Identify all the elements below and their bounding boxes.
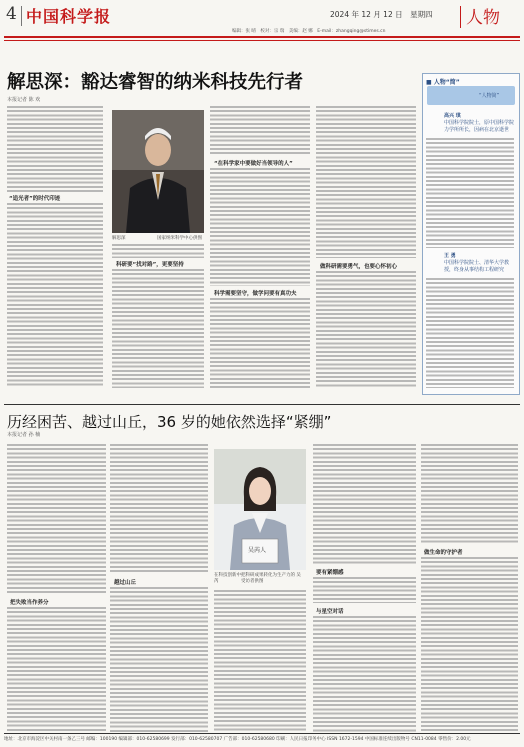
article2-subhead: 把失败当作养分 — [10, 600, 49, 606]
editor-contact-line: 编辑：张 晴 校对：宗 瑞 美编：赵 娜 E-mail：zhangqing@stimes.cn — [232, 29, 386, 34]
article1-text-block — [7, 106, 103, 192]
page-number: 4 — [6, 4, 17, 24]
article1-text-block — [210, 298, 310, 388]
header-rule-thin — [4, 40, 520, 41]
article2-headline: 历经困苦、越过山丘，36 岁的她依然选择“紧绷” — [7, 413, 332, 431]
article2-text-block — [313, 616, 416, 732]
article2-text-block — [313, 444, 416, 564]
sidebar-entry-name: 王 勇 — [444, 253, 456, 259]
article-divider — [4, 404, 520, 405]
masthead-divider — [21, 6, 22, 26]
article1-subhead: “在科学家中要做好当领导的人” — [214, 161, 293, 167]
article1-text-block — [210, 168, 310, 286]
article2-text-block — [421, 557, 518, 732]
portrait-photo-xie-sishen — [112, 110, 204, 233]
portrait-photo-woman — [214, 449, 306, 570]
article2-text-block — [7, 444, 106, 594]
article1-text-block — [112, 269, 204, 388]
article2-text-block — [110, 587, 208, 732]
sidebar-banner — [427, 86, 515, 105]
sidebar-entry-name: 高兴 琪 — [444, 113, 461, 119]
newspaper-name: 中国科学报 — [26, 7, 112, 26]
article1-subhead: “追光者”的时代印迹 — [9, 196, 61, 202]
article1-subhead: 科研要“找对路”，更要坚持 — [116, 262, 184, 268]
article2-subhead: 要有紧绷感 — [316, 570, 344, 576]
article1-text-block — [7, 203, 103, 388]
article2-subhead: 越过山丘 — [114, 580, 137, 586]
sidebar-title: ■ 人物“简” — [426, 79, 460, 86]
sidebar-entry-text — [426, 278, 514, 388]
sidebar-entry-headline: 中国科学院院士，原中国科学院力学所所长，因病在北京逝世 — [444, 120, 515, 133]
article2-text-block — [421, 444, 518, 544]
article1-text-block — [316, 106, 416, 258]
sidebar-banner-text: “人物简” — [479, 93, 500, 99]
header-rule — [4, 36, 520, 38]
article1-text-block — [316, 271, 416, 388]
article1-subhead: 做科研需要勇气，也要心怀初心 — [320, 264, 398, 270]
footer-rule — [4, 733, 520, 734]
sidebar-entry-headline: 中国科学院院士、清华大学教授，终身从事结构工程研究 — [444, 260, 510, 273]
article2-text-block — [110, 444, 208, 574]
article1-text-block — [210, 106, 310, 156]
section-title: 人物 — [466, 8, 500, 28]
article2-byline: 本报记者 孙 楠 — [7, 432, 41, 438]
portrait-illustration — [112, 110, 204, 233]
article1-headline: 解思深：豁达睿智的纳米科技先行者 — [7, 72, 304, 93]
article1-text-block — [112, 244, 204, 258]
section-divider — [460, 6, 461, 28]
article1-subhead: 科学需要坚守，做学问要有真功夫 — [214, 291, 297, 297]
issue-date: 2024 年 12 月 12 日 星期四 — [330, 10, 433, 19]
photo-caption: 解思深 国家纳米科学中心供图 — [112, 236, 202, 241]
article2-subhead: 与星空对话 — [316, 609, 344, 615]
article1-byline: 本报记者 陈 欢 — [7, 97, 41, 103]
article2-text-block — [7, 607, 106, 732]
photo-caption: 在科技创新中把科研成果转化为生产力的 吴 芮 受访者供图 — [214, 573, 306, 584]
footer-info: 地址：北京市海淀区中关村南一条乙三号 邮编：100190 编辑部：010-62580699 发行部：010-62580707 广告部：010-62580680 印刷：人民日报印务中心 ISSN 1672-1594 中国标准连续出版物号 CN11-0084 零售价：2.00元 — [4, 737, 471, 742]
name-card: 吴芮人 — [248, 547, 267, 554]
article2-text-block — [214, 590, 306, 732]
article2-subhead: 做生命的守护者 — [424, 550, 463, 556]
article2-text-block — [313, 577, 416, 603]
sidebar-entry-text — [426, 138, 514, 248]
